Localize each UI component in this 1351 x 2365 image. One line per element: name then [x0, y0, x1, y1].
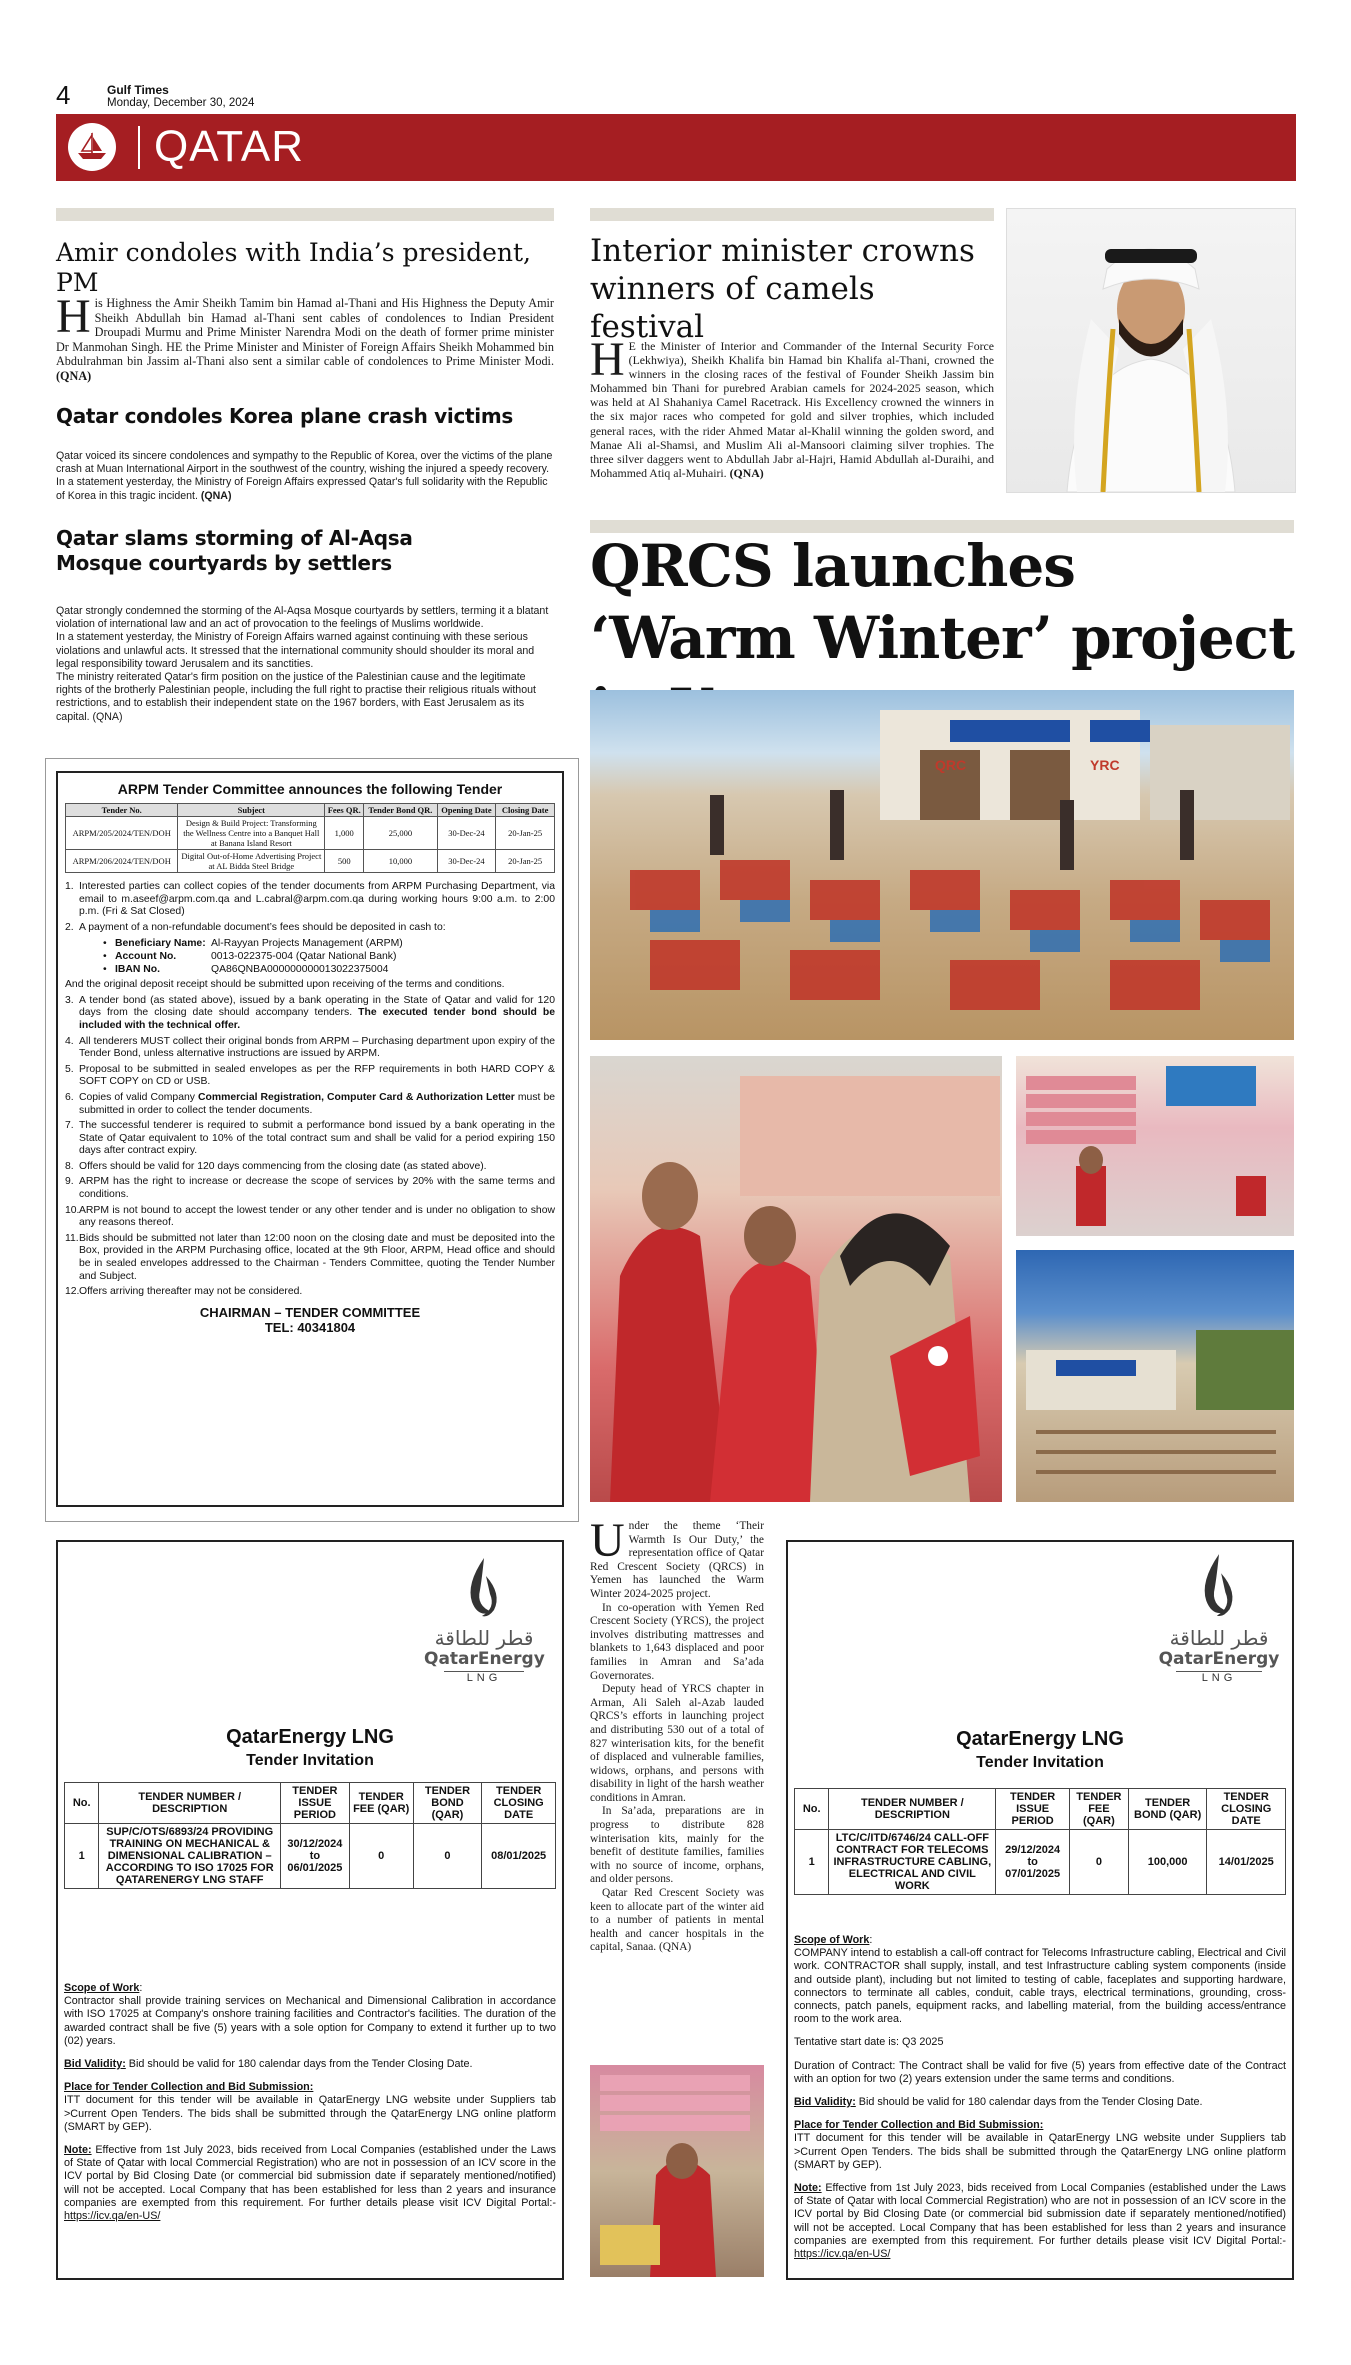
arpm-cell: 20-Jan-25: [496, 817, 555, 850]
qe-right-cell: 0: [1069, 1830, 1128, 1895]
arpm-cell: ARPM/206/2024/TEN/DOH: [66, 850, 178, 873]
qe-right-header: TENDER NUMBER / DESCRIPTION: [829, 1789, 996, 1830]
flame-icon: [462, 1556, 506, 1622]
arpm-cell: 20-Jan-25: [496, 850, 555, 873]
qe-left-place-label: Place for Tender Collection and Bid Submission:: [64, 2081, 314, 2094]
qe-left-validity: Bid should be valid for 180 calendar days from the Tender Closing Date.: [128, 2058, 473, 2071]
qe-right-cell: 14/01/2025: [1207, 1830, 1286, 1895]
arpm-header-tender-no: Tender No.: [66, 804, 178, 817]
list-item: 6. Copies of valid Company Commercial Registration, Computer Card & Authorization Letter must be submitted in order to collect the tender documents.: [65, 1091, 556, 1116]
arpm-cell: 30-Dec-24: [437, 850, 496, 873]
qrc-sign: QRC: [935, 757, 967, 773]
arpm-header-opening: Opening Date: [437, 804, 496, 817]
qe-right-place: ITT document for this tender will be available in QatarEnergy LNG website under Suppliers tab >Current Open Tenders. The bids shall be submitted through the QatarEnergy LNG online platform (SMART by GEP).: [794, 2132, 1286, 2171]
qrcs-mattresses-photo: [1016, 1056, 1294, 1236]
qe-right-note-label: Note:: [794, 2182, 822, 2195]
arpm-cell: 500: [325, 850, 364, 873]
arpm-bank-details: • Beneficiary Name: Al-Rayyan Projects Management (ARPM) • Account No. 0013-022375-004 (Qatar National Bank) • IBAN No. QA86QNBA000000000013022375004: [103, 938, 403, 975]
qe-left-ad: [56, 1540, 564, 2280]
list-item: 4. All tenderers MUST collect their original bonds from ARPM – Purchasing department upon expiry of the Tender Bond, unless alternative instructions are issued by ARPM.: [65, 1035, 555, 1060]
qe-right-table: [794, 1788, 1286, 1895]
qe-left-logo: [424, 1556, 544, 1684]
korea-story: [56, 450, 554, 503]
qe-right-logo-english: QatarEnergy: [1158, 1649, 1280, 1669]
section-banner: [56, 114, 1296, 181]
issue-date: Monday, December 30, 2024: [107, 97, 255, 109]
qe-right-details: Scope of Work: COMPANY intend to establish a call-off contract for Telecoms Infrastructure cabling, Electrical and Civil work. CONTRACTOR shall supply, install, and test Infrastructure cabling system components (inside and outside plant), including but not limited to testing of cable, faceplates and supporting hardware, connectors to terminate all cables, conduit, cable trays, electrical terminations, grounding, cross-connects, patch panels, equipment racks, and labelling material, from the building access/entrance room to the work area. Tentative start date is: Q3 2025 Duration of Contract: The Contract shall be valid for five (5) years from effective date of the Contract with an option for two (2) years extension under the same terms and conditions. Bid Validity: Bid should be valid for 180 calendar days from the Tender Closing Date. Place for Tender Collection and Bid Submission: ITT document for this tender will be available in QatarEnergy LNG website under Suppliers tab >Current Open Tenders. The bids shall be submitted through the QatarEnergy LNG online platform (SMART by GEP). Note: Effective from 1st July 2023, bids received from Local Companies (established under the Laws of State of Qatar with local Commercial Registration) who are not in possession of an ICV score in the ICV portal by Bid Closing Date (or commercial bid submission date if separately mentioned/notified) will not be accepted. Local Company that has been established for less than 2 years and insurance companies are exempted from this requirement. For further details please visit ICV Digital Portal:- https://icv.qa/en-US/: [794, 1934, 1287, 2261]
list-item: 3. A tender bond (as stated above), issued by a bank operating in the State of Qatar and valid for 120 days from the closing date should accompany tenders. The executed tender bond should be included with the technical offer.: [65, 994, 556, 1031]
arpm-header-bond: Tender Bond QR.: [364, 804, 437, 817]
table-row: [66, 850, 555, 873]
qrcs-street-photo: [1016, 1250, 1294, 1502]
qe-left-header: TENDER CLOSING DATE: [482, 1783, 556, 1824]
qe-right-place-label: Place for Tender Collection and Bid Submission:: [794, 2119, 1044, 2132]
arpm-header-fees: Fees QR.: [325, 804, 364, 817]
qe-left-header: No.: [65, 1783, 99, 1824]
qe-left-cell: 0: [413, 1824, 482, 1889]
list-item: 5. Proposal to be submitted in sealed envelopes as per the RFP requirements in both HARD COPY & SOFT COPY on CD or USB.: [65, 1063, 555, 1088]
arpm-cell: 25,000: [364, 817, 437, 850]
qe-right-duration: Duration of Contract: The Contract shall be valid for five (5) years from effective date of the Contract with an option for two (2) years extension under the same terms and conditions.: [794, 2059, 1286, 2085]
qe-right-scope: COMPANY intend to establish a call-off contract for Telecoms Infrastructure cabling, Electrical and Civil work. CONTRACTOR shall supply, install, and test Infrastructure cabling system components (inside and outside plant), including but not limited to testing of cable, faceplates and supporting hardware, connectors to terminate all cables, conduit, cable trays, electrical terminations, grounding, cross-connects, patch panels, equipment racks, and labelling material, from the building access/entrance room to the work area.: [794, 1947, 1286, 2026]
qe-right-logo-arabic: قطر للطاقة: [1169, 1626, 1269, 1650]
qe-left-icv-link[interactable]: https://icv.qa/en-US/: [64, 2210, 161, 2223]
qe-right-cell: LTC/C/ITD/6746/24 CALL-OFF CONTRACT FOR TELECOMS INFRASTRUCTURE CABLING, ELECTRICAL AND CIVIL WORK: [829, 1830, 996, 1895]
qe-right-title: QatarEnergy LNG: [956, 1728, 1124, 1750]
amir-dropcap: H: [56, 290, 91, 343]
qrcs-paragraph-4: In Sa’ada, preparations are in progress to distribute 828 winterisation kits, mainly for the benefit of destitute families, families with no source of income, orphans, and older persons.: [590, 1805, 764, 1886]
list-item: 9. ARPM has the right to increase or decrease the scope of services by 20% with the same terms and conditions.: [65, 1176, 555, 1201]
qe-left-logo-sub: LNG: [444, 1671, 524, 1684]
qrcs-paragraph-3: Deputy head of YRCS chapter in Arman, Ali Saleh al-Azab lauded QRCS’s efforts in launching project and distributing 530 out of a total of 827 winterisation kits, for the benefit of displaced and vulnerable families, widows, orphans, and persons with disability in light of the harsh weather conditions in Amran.: [590, 1683, 764, 1804]
arpm-cell: Digital Out-of-Home Advertising Project at AL Bidda Steel Bridge: [178, 850, 325, 873]
qe-right-cell: 100,000: [1128, 1830, 1207, 1895]
arpm-footer-tel: TEL: 40341804: [264, 1319, 356, 1335]
qe-right-scope-label: Scope of Work: [794, 1934, 870, 1946]
camels-story: [590, 333, 994, 480]
arpm-cell: 30-Dec-24: [437, 817, 496, 850]
qrcs-paragraph-5: Qatar Red Crescent Society was keen to allocate part of the winter aid to a number of patients in mental health and cancer hospitals in the capital, Sanaa. (QNA): [590, 1887, 764, 1954]
amir-credit: (QNA): [56, 368, 92, 383]
list-item: 2. A payment of a non-refundable document’s fees should be deposited in cash to: • Beneficiary Name: Al-Rayyan Projects Management (ARPM) • Account No. 0013-022375-004 (Qatar National Bank) • IBAN No. QA86QNBA000000000013022375004: [65, 922, 555, 976]
qe-right-subtitle: Tender Invitation: [976, 1754, 1104, 1771]
qe-right-cell: 1: [795, 1830, 829, 1895]
amir-story: [56, 290, 554, 384]
page-number: 4: [56, 80, 71, 110]
camels-dropcap: H: [590, 333, 625, 386]
arpm-cell: Design & Build Project: Transforming the Wellness Centre into a Banquet Hall at Banana Island Resort: [178, 817, 325, 850]
qe-left-cell: 30/12/2024 to 06/01/2025: [281, 1824, 350, 1889]
qe-right-header: TENDER BOND (QAR): [1128, 1789, 1207, 1830]
arpm-header-subject: Subject: [178, 804, 325, 817]
arpm-cell: 10,000: [364, 850, 437, 873]
list-item: 1. Interested parties can collect copies of the tender documents from ARPM Purchasing Department, via email to m.aseef@arpm.com.qa and L.cabral@arpm.com.qa during working hours 9:00 a.m. to 2:00 p.m. (Fri & Sat Closed): [65, 881, 555, 918]
aqsa-paragraph-1: Qatar strongly condemned the storming of the Al-Aqsa Mosque courtyards by settlers, terming it a blatant violation of international law and an act of provocation to the feelings of Muslims worldwide.: [56, 605, 549, 631]
qe-left-logo-arabic: قطر للطاقة: [434, 1626, 534, 1650]
qrcs-paragraph-2: In co-operation with Yemen Red Crescent Society (YRCS), the project involves distributing mattresses and blankets to 1,643 displaced and poor families in Amran and Sa’ada Governorates.: [590, 1601, 764, 1682]
qe-left-logo-english: QatarEnergy: [424, 1649, 545, 1669]
qe-right-validity-label: Bid Validity:: [794, 2096, 856, 2109]
qrcs-story: [590, 1514, 764, 1955]
camels-headline: Interior minister crowns winners of camels festival: [590, 233, 975, 345]
camels-credit: (QNA): [729, 465, 764, 480]
qe-right-icv-link[interactable]: https://icv.qa/en-US/: [794, 2248, 891, 2261]
qe-left-header: TENDER FEE (QAR): [349, 1783, 413, 1824]
qe-left-header: TENDER NUMBER / DESCRIPTION: [99, 1783, 281, 1824]
arpm-title: ARPM Tender Committee announces the following Tender: [117, 781, 503, 797]
qe-right-logo-sub: LNG: [1176, 1671, 1262, 1684]
qrcs-paragraph-1: nder the theme ‘Their Warmth Is Our Duty,’ the representation office of Qatar Red Crescent Society (QRCS) in Yemen has launched the Warm Winter 2024-2025 project.: [590, 1520, 764, 1600]
qe-left-header: TENDER ISSUE PERIOD: [281, 1783, 350, 1824]
qe-left-title: QatarEnergy LNG: [226, 1726, 394, 1748]
qrcs-worker-photo: [590, 2065, 764, 2277]
qe-left-cell: SUP/C/OTS/6893/24 PROVIDING TRAINING ON MECHANICAL & DIMENSIONAL CALIBRATION – ACCORDING TO ISO 17025 FOR QATARENERGY LNG STAFF: [99, 1824, 281, 1889]
qrcs-headline: QRCS launches ‘Warm Winter’ project: [590, 532, 1294, 672]
qe-left-note: Effective from 1st July 2023, bids received from Local Companies (established under the Laws of State of Qatar with local Commercial Registration) who are not in possession of an ICV score in the ICV portal by Bid Closing Date (or commercial bid submission date if separately mentioned/notified) will not be accepted. Local Company that has been established for less than 2 years and insurance companies are exempted from this requirement. For further details please visit ICV Digital Portal:-: [64, 2144, 557, 2209]
yrc-sign: YRC: [1090, 757, 1120, 773]
table-row: [65, 1824, 556, 1889]
amir-body: is Highness the Amir Sheikh Tamim bin Hamad al-Thani and His Highness the Deputy Amir Sheikh Abdullah bin Hamad al-Thani sent cables of condolences to Indian President Droupadi Murmu and Prime Minister Narendra Modi on the death of former prime minister Dr Manmohan Singh. HE the Prime Minister and Minister of Foreign Affairs Sheikh Mohammed bin Abdulrahman bin Jassim al-Thani also sent a similar cable of condolences to Prime Minister Modi.: [56, 296, 554, 369]
qe-left-details: Scope of Work: Contractor shall provide training services on Mechanical and Dimensional Calibration in accordance with ISO 17025 at Company's onshore training facilities and Contractor's facilities. The duration of the awarded contract shall be five (5) years with a sole option for Company to extend it further up to two (02) years. Bid Validity: Bid should be valid for 180 calendar days from the Tender Closing Date. Place for Tender Collection and Bid Submission: ITT document for this tender will be available in QatarEnergy LNG website under Suppliers tab >Current Open Tenders. The bids shall be submitted through the QatarEnergy LNG online platform (SMART by GEP). Note: Effective from 1st July 2023, bids received from Local Companies (established under the Laws of State of Qatar with local Commercial Registration) who are not in possession of an ICV score in the ICV portal by Bid Closing Date (or commercial bid submission date if separately mentioned/notified) will not be accepted. Local Company that has been established for less than 2 years and insurance companies are exempted from this requirement. For further details please visit ICV Digital Portal:- https://icv.qa/en-US/: [64, 1982, 557, 2223]
publication-name: Gulf Times: [107, 83, 169, 97]
qe-right-logo: [1154, 1552, 1284, 1684]
qe-right-start: Tentative start date is: Q3 2025: [794, 2036, 944, 2049]
korea-headline: Qatar condoles Korea plane crash victims: [56, 404, 513, 428]
qe-left-table: [64, 1782, 556, 1889]
qe-right-ad: [786, 1540, 1294, 2280]
qrcs-volunteers-photo: [590, 1056, 1002, 1502]
arpm-ad: [56, 771, 564, 1507]
arpm-terms-list: [65, 881, 555, 1299]
qe-right-cell: 29/12/2024 to 07/01/2025: [996, 1830, 1070, 1895]
korea-body: Qatar voiced its sincere condolences and sympathy to the Republic of Korea, over the victims of the plane crash at Muan International Airport in the southwest of the country, wishing the injured a speedy recovery. In a statement yesterday, the Ministry of Foreign Affairs expressed Qatar's full solidarity with the Republic of Korea in this tragic incident.: [56, 450, 553, 502]
arpm-header-closing: Closing Date: [496, 804, 555, 817]
qe-right-header: TENDER FEE (QAR): [1069, 1789, 1128, 1830]
list-item: 11. Bids should be submitted not later than 12:00 noon on the closing date and must be deposited into the Box, provided in the ARPM Purchasing office, located at the 9th Floor, ARPM, Head office and should be in sealed envelopes addressed to the Chairman - Tenders Committee, quoting the Tender Number and Subject.: [65, 1232, 555, 1282]
list-item: And the original deposit receipt should be submitted upon receiving of the terms and conditions.: [65, 979, 505, 991]
flame-icon: [1195, 1552, 1243, 1622]
table-row: [795, 1830, 1286, 1895]
list-item: 7. The successful tenderer is required to submit a performance bond issued by a bank operating in the State of Qatar equivalent to 10% of the total contract sum and shall be valid for a period expiring 150 days after contract expiry.: [65, 1120, 555, 1157]
qe-left-cell: 08/01/2025: [482, 1824, 556, 1889]
arpm-footer-chairman: CHAIRMAN – TENDER COMMITTEE: [199, 1304, 421, 1320]
amir-headline: Amir condoles with India’s president, PM: [56, 238, 531, 297]
aqsa-paragraph-3: The ministry reiterated Qatar's firm position on the justice of the Palestinian cause and the legitimate rights of the brotherly Palestinian people, including the full right to practise their religious rituals without restrictions, and to establish their independent state on the 1967 borders, with East Jerusalem as its capital. (QNA): [56, 671, 536, 723]
list-item: 8. Offers should be valid for 120 days commencing from the closing date (as stated above).: [65, 1160, 487, 1172]
qe-left-note-label: Note:: [64, 2144, 92, 2157]
dhow-logo-icon: [68, 123, 116, 171]
list-item: 10. ARPM is not bound to accept the lowest tender or any other tender and is under no obligation to show any reasons thereof.: [65, 1204, 555, 1229]
qe-right-note: Effective from 1st July 2023, bids received from Local Companies (established under the Laws of State of Qatar with local Commercial Registration) who are not in possession of an ICV score in the ICV portal by Bid Closing Date (or commercial bid submission date if separately mentioned/notified) will not be accepted. Local Company that has been established for less than 2 years and insurance companies are exempted from this requirement. For further details please visit ICV Digital Portal:-: [794, 2182, 1287, 2247]
qe-left-scope: Contractor shall provide training services on Mechanical and Dimensional Calibration in accordance with ISO 17025 at Company's onshore training facilities and Contractor's facilities. The duration of the awarded contract shall be five (5) years with a sole option for Company to extend it further up to two (02) years.: [64, 1995, 556, 2047]
qe-left-scope-label: Scope of Work: [64, 1982, 140, 1994]
arpm-cell: ARPM/205/2024/TEN/DOH: [66, 817, 178, 850]
qe-left-validity-label: Bid Validity:: [64, 2058, 126, 2071]
arpm-tender-table: [65, 803, 555, 873]
banner-divider: [138, 126, 140, 169]
aqsa-story: [56, 605, 554, 724]
amir-top-rule: [56, 208, 554, 221]
table-row: [66, 817, 555, 850]
qe-right-header: TENDER CLOSING DATE: [1207, 1789, 1286, 1830]
minister-portrait-photo: [1006, 208, 1296, 493]
qe-left-place: ITT document for this tender will be available in QatarEnergy LNG website under Suppliers tab >Current Open Tenders. The bids shall be submitted through the QatarEnergy LNG online platform (SMART by GEP).: [64, 2094, 556, 2133]
qe-left-subtitle: Tender Invitation: [246, 1752, 374, 1769]
qrcs-dropcap: U: [590, 1514, 625, 1567]
qe-left-cell: 1: [65, 1824, 99, 1889]
aqsa-headline: Qatar slams storming of Al-Aqsa Mosque courtyards by settlers: [56, 526, 413, 575]
qe-right-header: No.: [795, 1789, 829, 1830]
qrcs-distribution-photo: [590, 690, 1294, 1040]
qe-right-validity: Bid should be valid for 180 calendar days from the Tender Closing Date.: [858, 2096, 1203, 2109]
list-item: 12. Offers arriving thereafter may not be considered.: [65, 1286, 303, 1298]
aqsa-paragraph-2: In a statement yesterday, the Ministry of Foreign Affairs warned against continuing with these serious violations and unlawful acts. It stressed that the international community should shoulder its moral and legal responsibility toward Jerusalem and its sanctities.: [56, 631, 535, 670]
arpm-cell: 1,000: [325, 817, 364, 850]
qe-left-cell: 0: [349, 1824, 413, 1889]
camels-body: E the Minister of Interior and Commander of the Internal Security Force (Lekhwiya), Sheikh Khalifa bin Hamad bin Khalifa al-Thani, crowned the winners in the closing races of the festival of Founder Sheikh Jassim bin Mohammed bin Thani for purebred Arabian camels for 2024-2025 season, which was held at Al Shahaniya Camel Racetrack. His Excellency crowned the winners in the six major races who competed for gold and silver trophies, which included general races, with the rider Ahmed Matar al-Khalil winning the golden sword, and Manae Ali al-Shamsi, and Muslim Ali al-Mansoori claiming silver trophies. The three silver daggers went to Abdullah Jabr al-Hajri, Hamid Abdullah al-Duraihi, and Mohammed Atiq al-Muhairi.: [590, 339, 994, 480]
qe-left-header: TENDER BOND (QAR): [413, 1783, 482, 1824]
camels-top-rule: [590, 208, 994, 221]
korea-credit: (QNA): [200, 489, 232, 502]
section-title: QATAR: [154, 122, 305, 171]
qe-right-header: TENDER ISSUE PERIOD: [996, 1789, 1070, 1830]
